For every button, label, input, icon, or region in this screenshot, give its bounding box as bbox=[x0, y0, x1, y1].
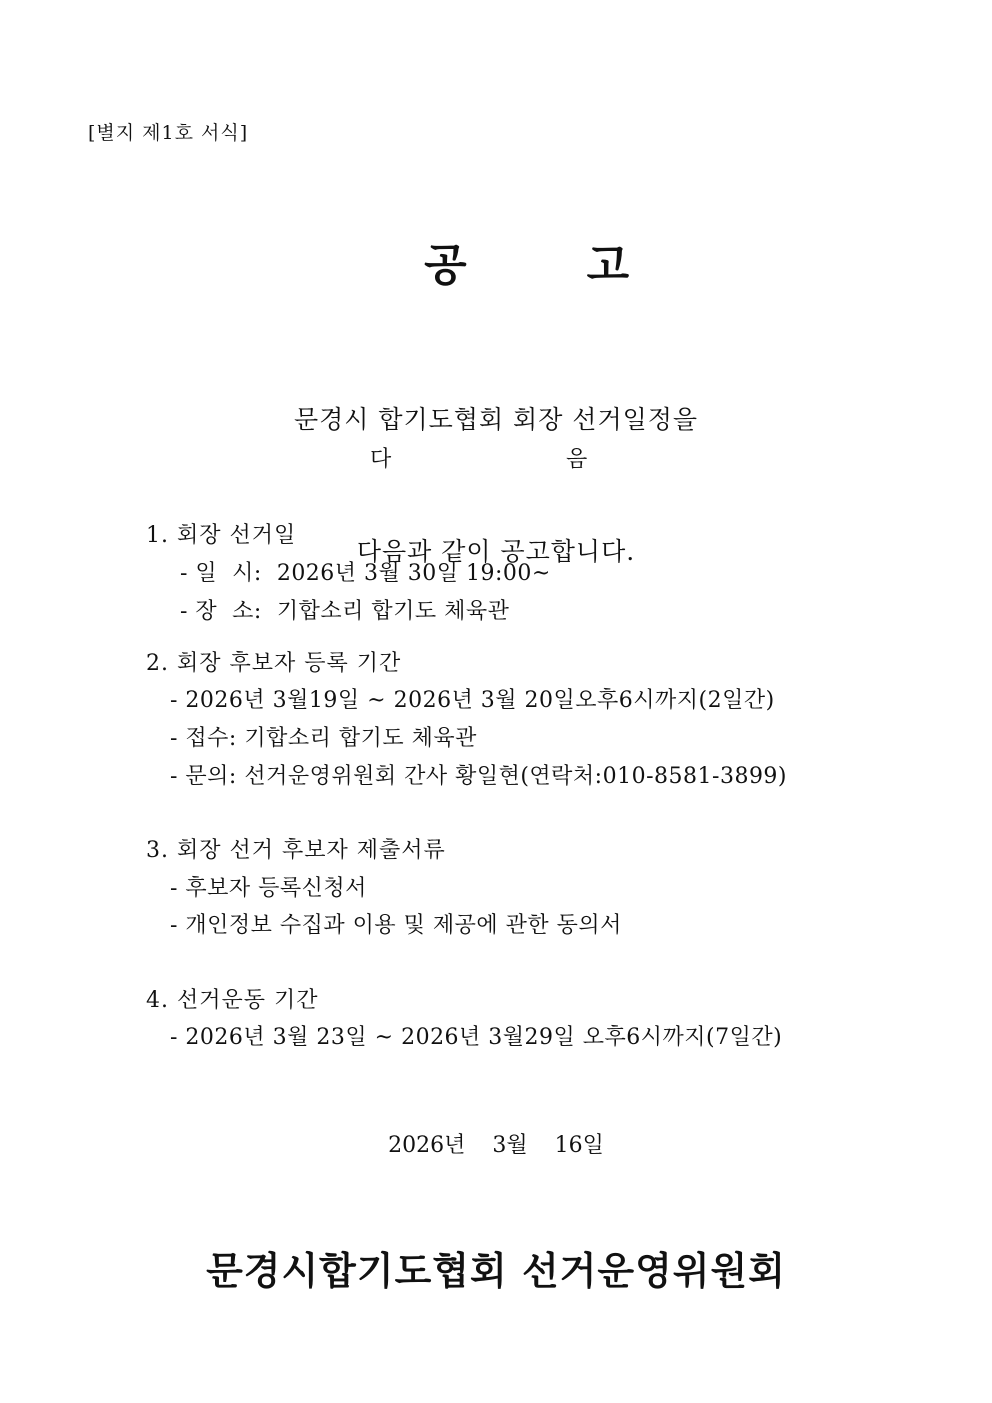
section-3-item-1: - 후보자 등록신청서 bbox=[170, 876, 367, 901]
section-3-item-2: - 개인정보 수집과 이용 및 제공에 관한 동의서 bbox=[170, 913, 622, 938]
title-right-char: 고 bbox=[586, 240, 630, 291]
announcement-date: 2026년 3월 16일 bbox=[388, 1133, 604, 1158]
section-3-heading: 3. 회장 선거 후보자 제출서류 bbox=[146, 838, 446, 863]
section-4-item-1: - 2026년 3월 23일 ~ 2026년 3월29일 오후6시까지(7일간) bbox=[170, 1025, 783, 1050]
section-1-item-2: - 장 소: 기합소리 합기도 체육관 bbox=[180, 599, 510, 624]
section-2-item-3: - 문의: 선거운영위원회 간사 황일현(연락처:010-8581-3899) bbox=[170, 764, 788, 789]
separator-right: 음 bbox=[566, 447, 588, 472]
title-left-char: 공 bbox=[424, 240, 467, 291]
section-2-item-2: - 접수: 기합소리 합기도 체육관 bbox=[170, 726, 477, 751]
intro-line-2: 다음과 같이 공고합니다. bbox=[356, 537, 636, 566]
section-2-item-1: - 2026년 3월19일 ~ 2026년 3월 20일오후6시까지(2일간) bbox=[170, 688, 775, 713]
form-label: [별지 제1호 서식] bbox=[88, 122, 249, 144]
section-1-item-1: - 일 시: 2026년 3월 30일 19:00~ bbox=[180, 561, 551, 586]
organization-name: 문경시합기도협회 선거운영위원회 bbox=[206, 1248, 786, 1293]
section-1-heading: 1. 회장 선거일 bbox=[146, 523, 297, 548]
section-4-heading: 4. 선거운동 기간 bbox=[146, 988, 319, 1013]
section-2-heading: 2. 회장 후보자 등록 기간 bbox=[146, 651, 402, 676]
intro-line-1: 문경시 합기도협회 회장 선거일정을 bbox=[293, 405, 699, 434]
separator-left: 다 bbox=[370, 447, 392, 472]
